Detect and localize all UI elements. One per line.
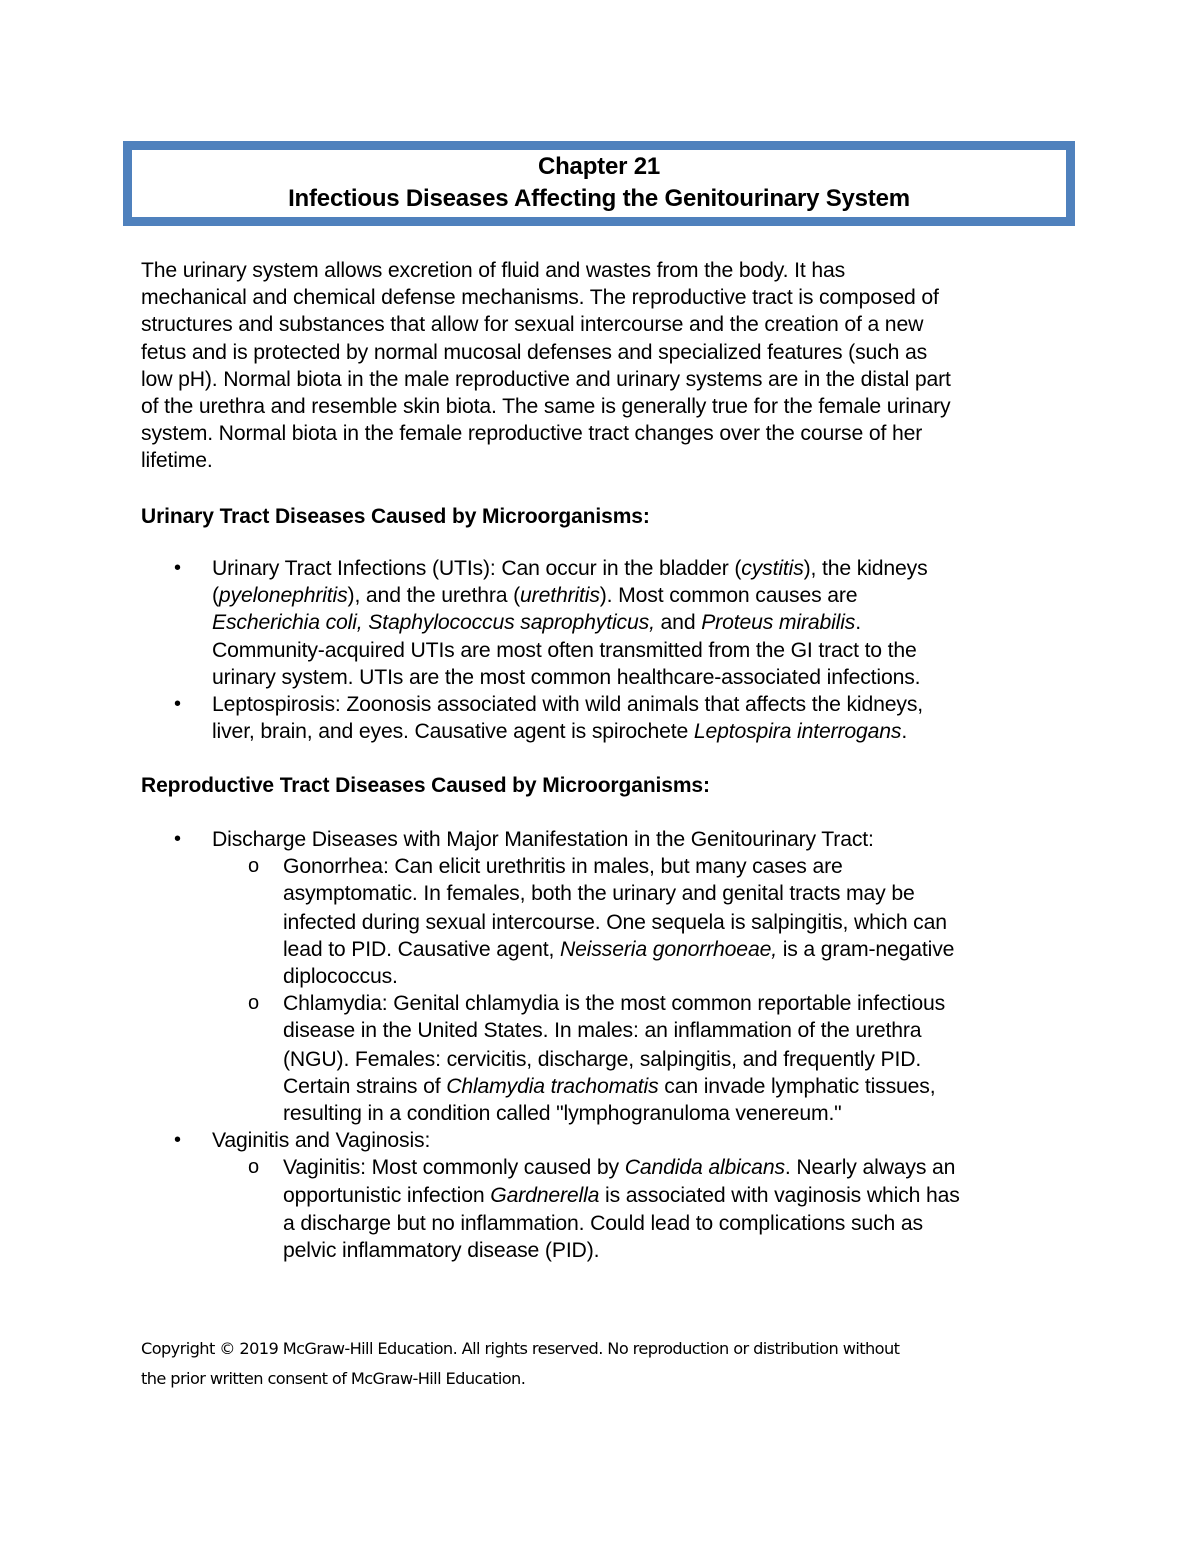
bullet-icon: • bbox=[174, 1129, 181, 1152]
list-item-uti: • Urinary Tract Infections (UTIs): Can occur in the bladder (cystitis), the kidneys (pyelonephritis), and the urethra (urethritis). Most common causes are Escherichia coli, Staphylococcus saprophyticus, and Proteus mirabilis. Community-acquired UTIs are most often transmitted from the GI tract to the urinary system. UTIs are the most common healthcare-associated infections. bbox=[174, 557, 928, 689]
sub-bullet-icon: o bbox=[248, 992, 259, 1015]
list-item-discharge-diseases: • Discharge Diseases with Major Manifestation in the Genitourinary Tract: bbox=[141, 826, 1071, 853]
copyright-footer bbox=[141, 1334, 1071, 1394]
urinary-section-heading: Urinary Tract Diseases Caused by Microorganisms: bbox=[141, 505, 650, 528]
intro-line: fetus and is protected by normal mucosal defenses and specialized features (such as bbox=[141, 340, 928, 364]
sub-item-chlamydia: o Chlamydia: Genital chlamydia is the most common reportable infectious disease in the United States. In males: an inflammation of the urethra (NGU). Females: cervicitis, discharge, salpingitis, and frequently PID. Certain strains of Chlamydia trachomatis can invade lymphatic tissues, resulting in a condition called "lymphogranuloma venereum." bbox=[248, 992, 946, 1126]
chapter-title-box bbox=[123, 141, 1075, 226]
intro-paragraph bbox=[141, 257, 1071, 475]
intro-line: The urinary system allows excretion of fluid and wastes from the body. It has bbox=[141, 259, 846, 282]
intro-line: mechanical and chemical defense mechanisms. The reproductive tract is composed of bbox=[141, 286, 939, 310]
intro-line: lifetime. bbox=[141, 449, 213, 473]
sub-bullet-icon: o bbox=[248, 855, 259, 878]
reproductive-section-heading: Reproductive Tract Diseases Caused by Microorganisms: bbox=[141, 774, 710, 797]
sub-item-vaginitis: o Vaginitis: Most commonly caused by Candida albicans. Nearly always an opportunistic infection Gardnerella is associated with vaginosis which has a discharge but no inflammation. Could lead to complications such as pelvic inflammatory disease (PID). bbox=[248, 1156, 960, 1263]
bullet-icon: • bbox=[174, 693, 181, 716]
copyright-line: Copyright © 2019 McGraw-Hill Education. All rights reserved. No reproduction or distribution without bbox=[141, 1339, 900, 1358]
bullet-icon: • bbox=[174, 557, 181, 579]
list-item-vaginitis-vaginosis: • Vaginitis and Vaginosis: bbox=[141, 1127, 1071, 1154]
chapter-number: Chapter 21 bbox=[537, 153, 661, 180]
sub-item-gonorrhea: o Gonorrhea: Can elicit urethritis in males, but many cases are asymptomatic. In females, both the urinary and genital tracts may be infected during sexual intercourse. One sequela is salpingitis, which can lead to PID. Causative agent, Neisseria gonorrhoeae, is a gram-negative diplococcus. bbox=[248, 855, 955, 989]
reproductive-disease-list bbox=[141, 826, 1071, 1265]
chapter-title: Infectious Diseases Affecting the Genitourinary System bbox=[288, 185, 910, 212]
intro-line: structures and substances that allow for sexual intercourse and the creation of a new bbox=[141, 313, 924, 337]
copyright-line: the prior written consent of McGraw-Hill Education. bbox=[141, 1369, 526, 1388]
intro-line: low pH). Normal biota in the male reproductive and urinary systems are in the distal part bbox=[141, 367, 951, 391]
bullet-icon: • bbox=[174, 828, 181, 850]
sub-bullet-icon: o bbox=[248, 1156, 259, 1179]
urinary-disease-list bbox=[141, 555, 1071, 745]
intro-line: of the urethra and resemble skin biota. The same is generally true for the female urinary bbox=[141, 395, 951, 419]
intro-line: system. Normal biota in the female reproductive tract changes over the course of her bbox=[141, 422, 923, 446]
list-item-leptospirosis: • Leptospirosis: Zoonosis associated with wild animals that affects the kidneys, liver, brain, and eyes. Causative agent is spirochete Leptospira interrogans. bbox=[174, 693, 924, 744]
